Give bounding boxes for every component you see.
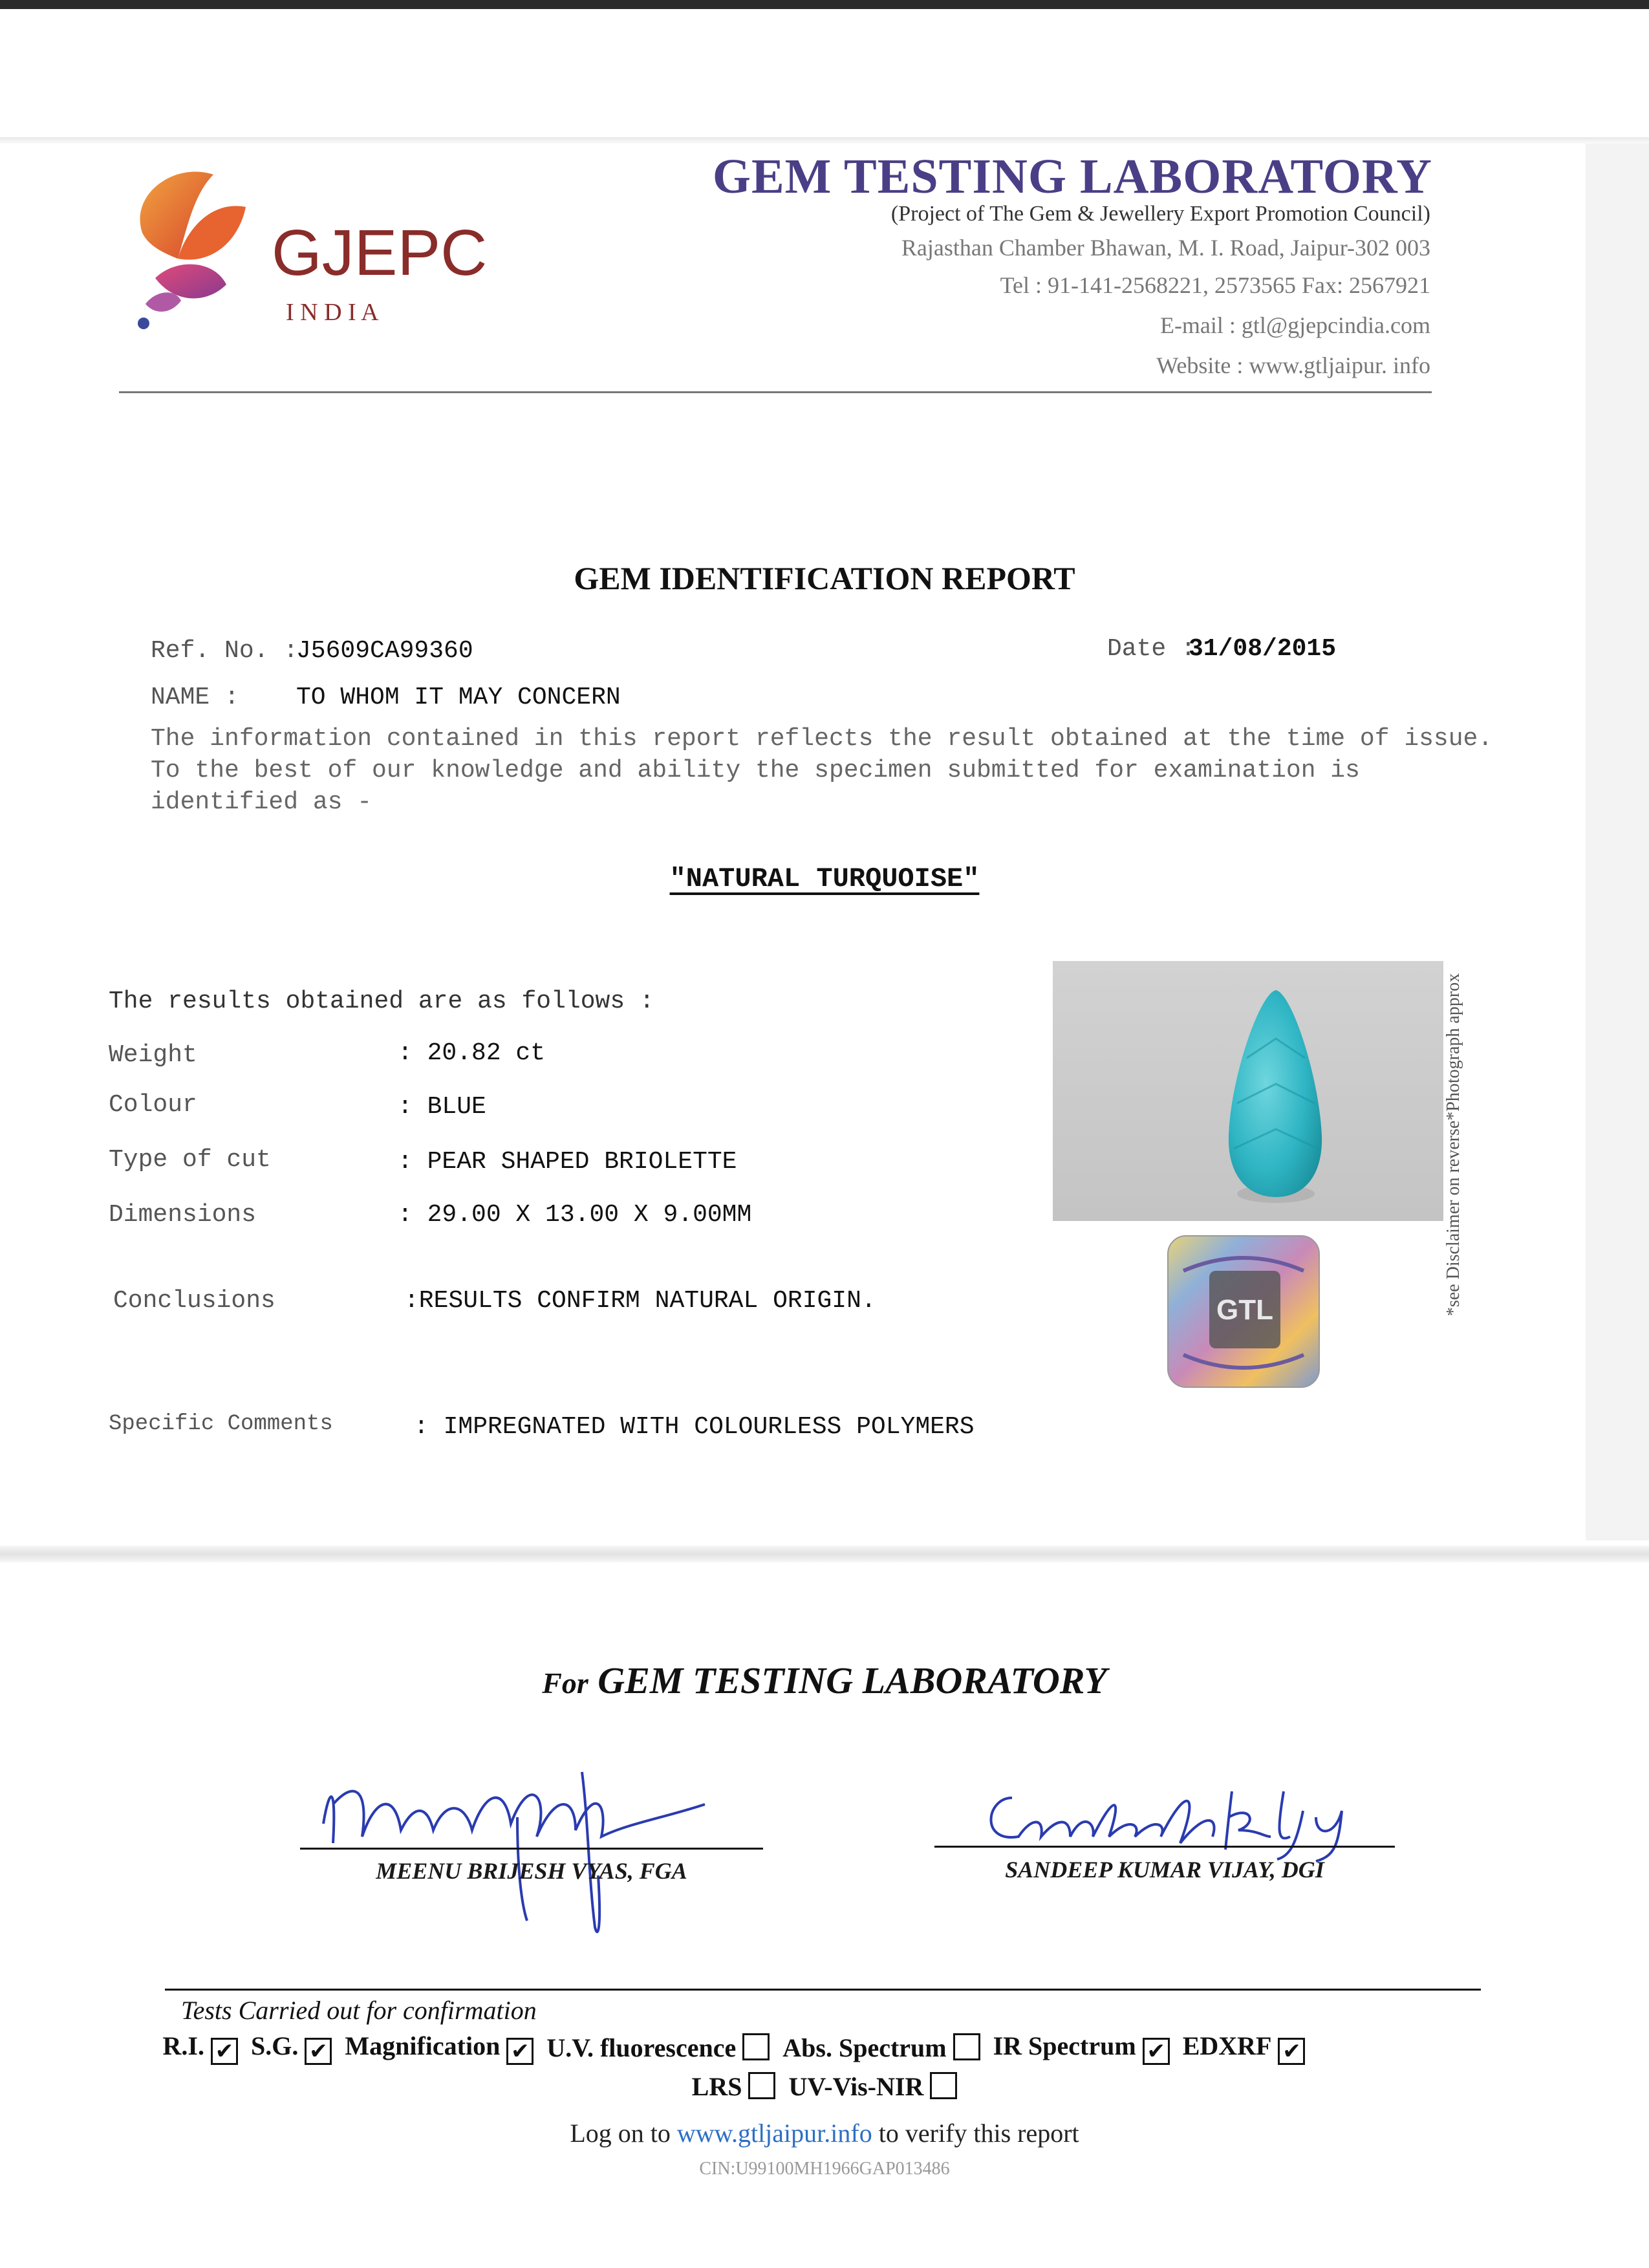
test-label: LRS <box>691 2072 742 2101</box>
dimensions-value: : 29.00 X 13.00 X 9.00MM <box>398 1201 752 1229</box>
name-value: TO WHOM IT MAY CONCERN <box>296 684 621 711</box>
weight-label: Weight <box>109 1041 197 1069</box>
test-label: IR Spectrum <box>993 2031 1136 2060</box>
signer-2-name: SANDEEP KUMAR VIJAY, DGI <box>1005 1857 1324 1883</box>
verify-prefix: Log on to <box>570 2119 671 2148</box>
comments-value: : IMPREGNATED WITH COLOURLESS POLYMERS <box>414 1413 975 1441</box>
signature-line-2 <box>934 1846 1395 1848</box>
conclusions-label: Conclusions <box>113 1287 275 1315</box>
test-item <box>788 2071 957 2102</box>
empty-checkbox <box>742 2033 770 2060</box>
test-label: U.V. fluorescence <box>546 2033 737 2062</box>
test-label: Abs. Spectrum <box>782 2033 947 2062</box>
tests-row-2 <box>0 2071 1649 2102</box>
test-item <box>1183 2031 1306 2065</box>
signature-line-1 <box>300 1848 763 1850</box>
verify-line <box>0 2118 1649 2148</box>
test-item <box>546 2033 770 2063</box>
test-label: UV-Vis-NIR <box>788 2072 924 2101</box>
hologram-seal <box>1164 1232 1323 1391</box>
hologram-text: GTL <box>1216 1294 1273 1326</box>
test-item <box>993 2031 1170 2065</box>
gem-photograph <box>1053 961 1443 1221</box>
turquoise-briolette-image <box>1053 961 1443 1221</box>
checked-checkbox: ✔ <box>1143 2038 1170 2065</box>
gjepc-logo <box>116 155 488 343</box>
verify-suffix: to verify this report <box>878 2119 1079 2148</box>
project-line: (Project of The Gem & Jewellery Export Promotion Council) <box>890 202 1430 226</box>
logo-subtext: I N D I A <box>286 299 379 326</box>
ref-label: Ref. No. : <box>151 637 299 665</box>
phone-fax-line: Tel : 91-141-2568221, 2573565 Fax: 2567921 <box>1000 272 1430 298</box>
checked-checkbox: ✔ <box>506 2038 534 2065</box>
checked-checkbox: ✔ <box>211 2038 238 2065</box>
paper-edge <box>1586 144 1649 1540</box>
empty-checkbox <box>930 2072 957 2099</box>
weight-value: : 20.82 ct <box>398 1039 546 1067</box>
cut-value: : PEAR SHAPED BRIOLETTE <box>398 1148 737 1176</box>
for-lab-name: GEM TESTING LABORATORY <box>598 1659 1107 1701</box>
signature-2 <box>973 1772 1374 1863</box>
tests-row-1 <box>0 2031 1468 2065</box>
gem-shape <box>1229 990 1322 1197</box>
dimensions-label: Dimensions <box>109 1201 257 1229</box>
report-title: GEM IDENTIFICATION REPORT <box>574 560 1075 596</box>
identification-text: "NATURAL TURQUOISE" <box>669 863 980 894</box>
paper-fold <box>0 1546 1649 1562</box>
signer-1-name: MEENU BRIJESH VYAS, FGA <box>376 1858 687 1884</box>
test-item <box>782 2033 980 2063</box>
verify-link[interactable]: www.gtljaipur.info <box>676 2119 872 2148</box>
website-line: Website : www.gtljaipur. info <box>1156 352 1430 378</box>
photo-disclaimer: *see Disclaimer on reverse*Photograph approx <box>1443 973 1463 1317</box>
comments-label: Specific Comments <box>109 1412 333 1436</box>
lab-name: GEM TESTING LABORATORY <box>712 149 1432 204</box>
tests-caption: Tests Carried out for confirmation <box>181 1996 537 2025</box>
checked-checkbox: ✔ <box>305 2038 332 2065</box>
test-label: R.I. <box>162 2031 204 2060</box>
gem-identification <box>0 863 1649 894</box>
address-line: Rajasthan Chamber Bhawan, M. I. Road, Jaipur-302 003 <box>901 235 1430 261</box>
name-label: NAME : <box>151 684 239 711</box>
results-intro: The results obtained are as follows : <box>109 988 654 1015</box>
test-item <box>163 2031 238 2065</box>
empty-checkbox <box>748 2072 775 2099</box>
date-label: Date : <box>1107 635 1196 663</box>
colour-value: : BLUE <box>398 1093 486 1121</box>
paper-fold <box>0 137 1649 144</box>
tests-divider <box>165 1989 1481 1991</box>
test-label: EDXRF <box>1182 2031 1272 2060</box>
test-item <box>345 2031 534 2065</box>
test-item <box>251 2031 332 2065</box>
logo-petal <box>146 292 181 312</box>
logo-dot <box>138 318 149 329</box>
email-line: E-mail : gtl@gjepcindia.com <box>1159 312 1430 338</box>
checked-checkbox: ✔ <box>1278 2038 1305 2065</box>
empty-checkbox <box>953 2033 980 2060</box>
test-item <box>692 2071 776 2102</box>
scan-edge <box>0 0 1649 9</box>
intro-paragraph: The information contained in this report reflects the result obtained at the time of issue. To the best of our knowledge and ability the specimen submitted for examination is identified as - <box>151 725 1493 816</box>
test-label: Magnification <box>345 2031 501 2060</box>
conclusions-value: :RESULTS CONFIRM NATURAL ORIGIN. <box>404 1287 876 1315</box>
header-divider <box>119 391 1432 393</box>
report-date: 31/08/2015 <box>1189 635 1337 663</box>
for-prefix: For <box>542 1667 588 1700</box>
cin-number: CIN:U99100MH1966GAP013486 <box>699 2159 950 2179</box>
signature-1 <box>304 1746 770 1947</box>
for-laboratory-line <box>0 1659 1649 1702</box>
logo-text: GJEPC <box>272 217 488 289</box>
test-label: S.G. <box>250 2031 299 2060</box>
ref-number: J5609CA99360 <box>296 637 473 665</box>
colour-label: Colour <box>109 1091 197 1119</box>
cut-label: Type of cut <box>109 1146 271 1174</box>
